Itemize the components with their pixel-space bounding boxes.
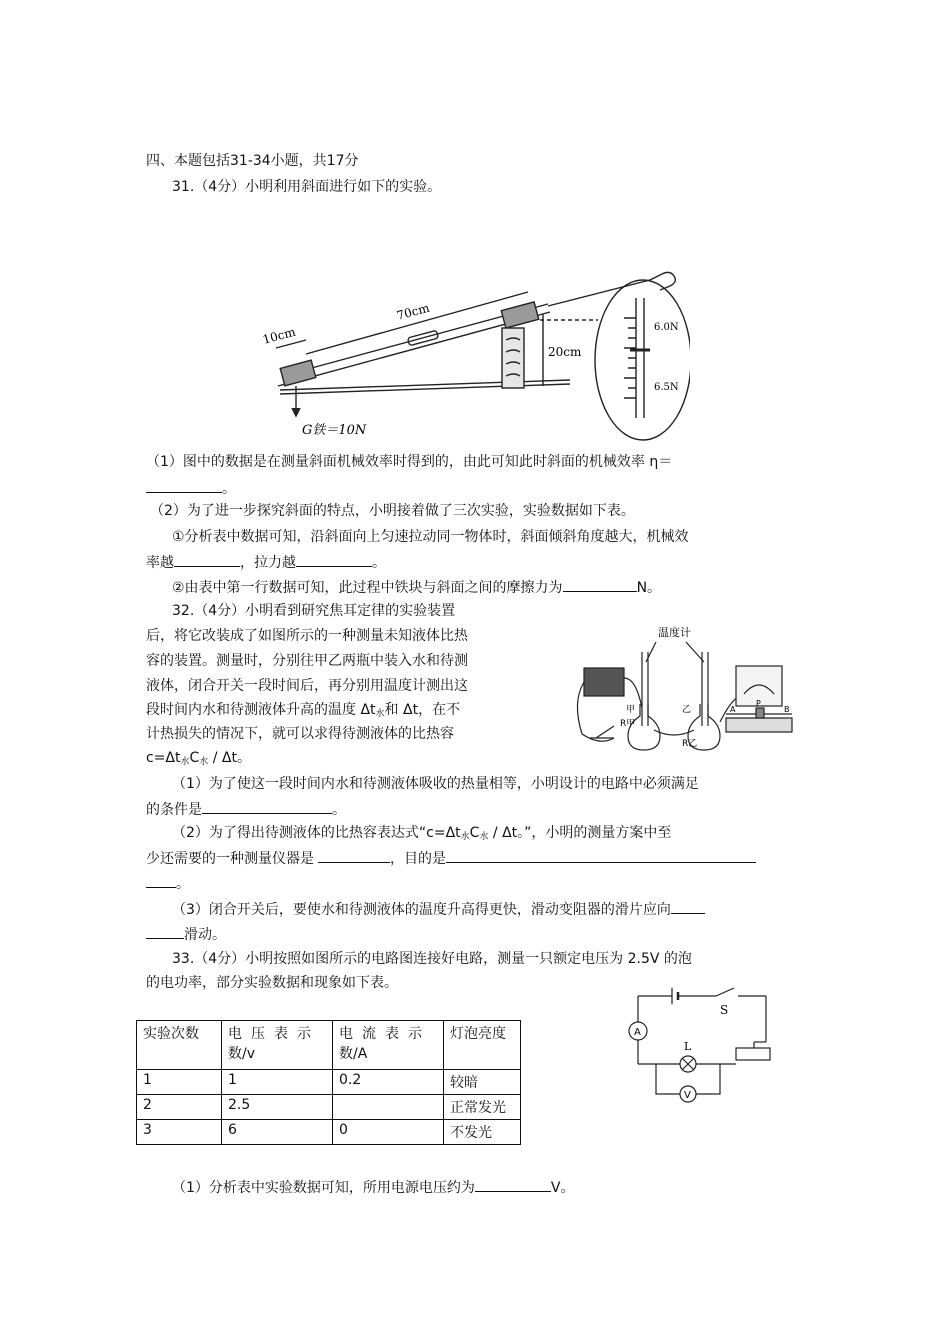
table-row (137, 1070, 521, 1095)
q32-line5: 段时间内水和待测液体升高的温度 $\Delta t_水$和 Δt，在不 (146, 702, 461, 719)
incline-figure (258, 248, 690, 444)
q33-line1: 33.（4分）小明按照如图所示的电路图连接好电路，测量一只额定电压为 2.5V 的泡 (172, 951, 692, 967)
q33-line2: 的电功率，部分实验数据和现象如下表。 (146, 975, 398, 991)
q31-part1: （1）图中的数据是在测量斜面机械效率时得到的，由此可知此时斜面的机械效率 η＝ (146, 454, 673, 470)
ammeter-label: A (634, 1027, 641, 1038)
q32-line2: 后，将它改装成了如图所示的一种测量未知液体比热 (146, 628, 468, 644)
weight-label: G铁＝10N (302, 423, 367, 438)
answer-blank-purpose-cont[interactable] (146, 871, 176, 888)
switch-label: S (720, 1003, 729, 1017)
q32-formula: $c=\Delta t_水C_水 / \Delta t$。 (146, 750, 251, 767)
height-label: 20cm (548, 345, 582, 359)
q32-part3: （3）闭合开关后，要使水和待测液体的温度升高得更快，滑动变阻器的滑片应向 (172, 897, 836, 922)
table-cell: 正常发光 (444, 1095, 521, 1120)
q32-line4: 液体，闭合开关一段时间后，再分别用温度计测出这 (146, 678, 468, 694)
terminal-a-label: A (730, 705, 736, 714)
table-cell: 0 (333, 1120, 444, 1145)
table-row (137, 1095, 521, 1120)
q31-part1-answer: 。 (146, 476, 810, 501)
flask-jia-label: 甲 (626, 705, 636, 715)
thermometer-label: 温度计 (658, 626, 691, 639)
table-cell: 1 (222, 1070, 333, 1095)
q32-part2c: 。 (146, 871, 810, 896)
q32-part1: （1）为了使这一段时间内水和待测液体吸收的热量相等，小明设计的电路中必须满足 (172, 776, 699, 792)
answer-blank-purpose[interactable] (446, 846, 756, 863)
q32-line6: 计热损失的情况下，就可以求得待测液体的比热容 (146, 726, 454, 742)
answer-blank-friction[interactable] (563, 575, 637, 592)
table-header-cell: 灯泡亮度 (444, 1021, 521, 1070)
q32-part3b: 滑动。 (146, 922, 810, 947)
answer-blank-direction[interactable] (671, 897, 705, 914)
table-cell: 2.5 (222, 1095, 333, 1120)
table-cell: 1 (137, 1070, 222, 1095)
answer-blank-voltage[interactable] (475, 1175, 551, 1192)
answer-blank-instrument[interactable] (318, 846, 390, 863)
section-header: 四、本题包括31-34小题，共17分 (146, 153, 359, 169)
answer-blank-direction-cont[interactable] (146, 922, 184, 939)
flask-yi-label: 乙 (682, 705, 692, 715)
terminal-p-label: P (756, 699, 761, 708)
answer-blank-efficiency-trend[interactable] (174, 550, 240, 567)
joule-apparatus-figure (570, 622, 802, 756)
q32-part1b: 的条件是 。 (146, 797, 810, 822)
terminal-b-label: B (784, 705, 790, 714)
len-10-label: 10cm (261, 324, 298, 347)
lamp-label: L (684, 1040, 692, 1053)
q32-part2b: 少还需要的一种测量仪器是 ，目的是 (146, 846, 810, 871)
table-cell: 不发光 (444, 1120, 521, 1145)
answer-blank-efficiency[interactable] (146, 476, 222, 493)
len-70-label: 70cm (395, 300, 432, 323)
table-header-cell: 电流表示 数/A (333, 1021, 444, 1070)
q31-part2: （2）为了进一步探究斜面的特点，小明接着做了三次实验，实验数据如下表。 (150, 503, 635, 519)
q31-analysis-2: ②由表中第一行数据可知，此过程中铁块与斜面之间的摩擦力为 N。 (172, 575, 836, 600)
r-jia-label: R甲 (620, 719, 636, 729)
voltmeter-label: V (684, 1090, 691, 1101)
table-cell: 3 (137, 1120, 222, 1145)
scale-top-label: 6.0N (654, 322, 679, 333)
q32-part2: （2）为了得出待测液体的比热容表达式“$c=\Delta t_水C_水 / \Delta t$。”，小明的测量方案中至 (172, 825, 672, 842)
q31-intro: 31.（4分）小明利用斜面进行如下的实验。 (172, 179, 442, 195)
answer-blank-condition[interactable] (202, 797, 332, 814)
table-header-cell: 电压表示 数/v (222, 1021, 333, 1070)
answer-blank-force-trend[interactable] (296, 550, 372, 567)
table-header-row (137, 1021, 521, 1070)
table-cell[interactable] (333, 1095, 444, 1120)
scale-bottom-label: 6.5N (654, 382, 679, 393)
table-header-cell: 实验次数 (137, 1021, 222, 1070)
q32-line3: 容的装置。测量时，分别往甲乙两瓶中装入水和待测 (146, 653, 468, 669)
table-cell: 0.2 (333, 1070, 444, 1095)
table-cell: 较暗 (444, 1070, 521, 1095)
q33-part1: （1）分析表中实验数据可知，所用电源电压约为 V。 (172, 1175, 836, 1200)
table-cell: 2 (137, 1095, 222, 1120)
circuit-diagram (618, 984, 778, 1106)
table-cell: 6 (222, 1120, 333, 1145)
q31-analysis-1b: 率越 ，拉力越 。 (146, 550, 810, 575)
r-yi-label: R乙 (682, 739, 698, 749)
q31-analysis-1: ①分析表中数据可知，沿斜面向上匀速拉动同一物体时，斜面倾斜角度越大，机械效 (172, 529, 689, 545)
q32-line1: 32.（4分）小明看到研究焦耳定律的实验装置 (172, 603, 456, 619)
table-row (137, 1120, 521, 1145)
q33-data-table (136, 1020, 521, 1145)
